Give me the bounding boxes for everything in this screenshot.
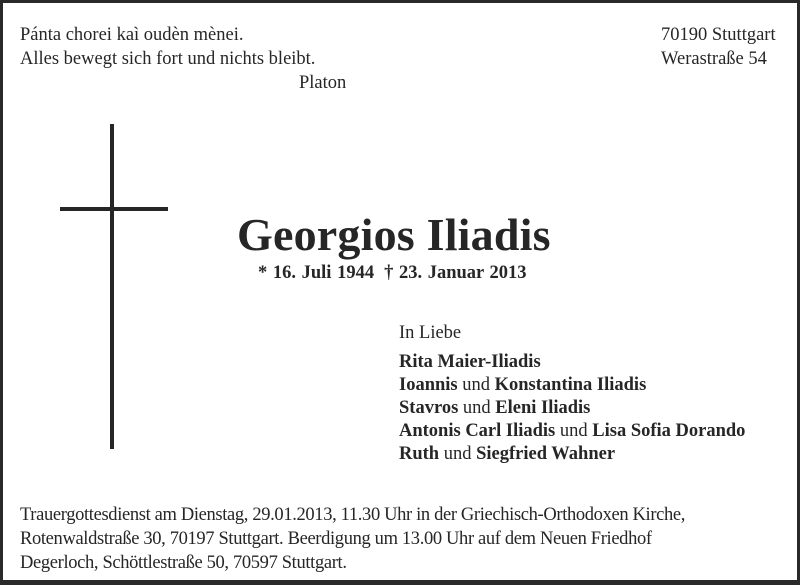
quote-greek: Pánta chorei kaì oudèn mènei. bbox=[20, 25, 244, 45]
quote-german: Alles bewegt sich fort und nichts bleibt. bbox=[20, 49, 316, 69]
mourner-row bbox=[399, 420, 745, 443]
funeral-service-info bbox=[20, 503, 685, 575]
mourners-intro: In Liebe bbox=[399, 323, 462, 343]
epigraph-quote bbox=[20, 23, 315, 71]
service-line: Rotenwaldstraße 30, 70197 Stuttgart. Beerdigung um 13.00 Uhr auf dem Neuen Friedhof bbox=[20, 529, 652, 549]
cross-vertical-beam bbox=[110, 124, 114, 449]
mourner-name: Ioannis bbox=[399, 375, 458, 395]
conjunction: und bbox=[555, 421, 593, 441]
deceased-name: Georgios Iliadis bbox=[237, 209, 551, 260]
mourner-name: Eleni Iliadis bbox=[495, 398, 591, 418]
mourner-name: Lisa Sofia Dorando bbox=[592, 421, 746, 441]
quote-author: Platon bbox=[299, 73, 347, 93]
mourner-row bbox=[399, 443, 745, 466]
mourner-name: Rita Maier-Iliadis bbox=[399, 352, 541, 372]
conjunction: und bbox=[458, 398, 496, 418]
family-address bbox=[661, 23, 776, 71]
mourner-name: Antonis Carl Iliadis bbox=[399, 421, 556, 441]
mourner-name: Siegfried Wahner bbox=[476, 444, 616, 464]
life-dates bbox=[258, 261, 527, 285]
mourner-row bbox=[399, 397, 745, 420]
conjunction: und bbox=[439, 444, 477, 464]
mourner-row bbox=[399, 374, 745, 397]
mourner-name: Ruth bbox=[399, 444, 440, 464]
mourner-row bbox=[399, 351, 745, 374]
address-street: Werastraße 54 bbox=[661, 49, 767, 69]
birth-date: * 16. Juli 1944 bbox=[258, 263, 375, 283]
death-date: † 23. Januar 2013 bbox=[384, 263, 527, 283]
address-city: 70190 Stuttgart bbox=[661, 25, 776, 45]
mourners-list bbox=[399, 351, 745, 466]
service-line: Degerloch, Schöttlestraße 50, 70597 Stuttgart. bbox=[20, 553, 347, 573]
mourner-name: Stavros bbox=[399, 398, 459, 418]
service-line: Trauergottesdienst am Dienstag, 29.01.2013, 11.30 Uhr in der Griechisch-Orthodoxen Kirche, bbox=[20, 505, 686, 525]
conjunction: und bbox=[457, 375, 495, 395]
cross-horizontal-beam bbox=[60, 207, 168, 211]
mourner-name: Konstantina Iliadis bbox=[494, 375, 647, 395]
